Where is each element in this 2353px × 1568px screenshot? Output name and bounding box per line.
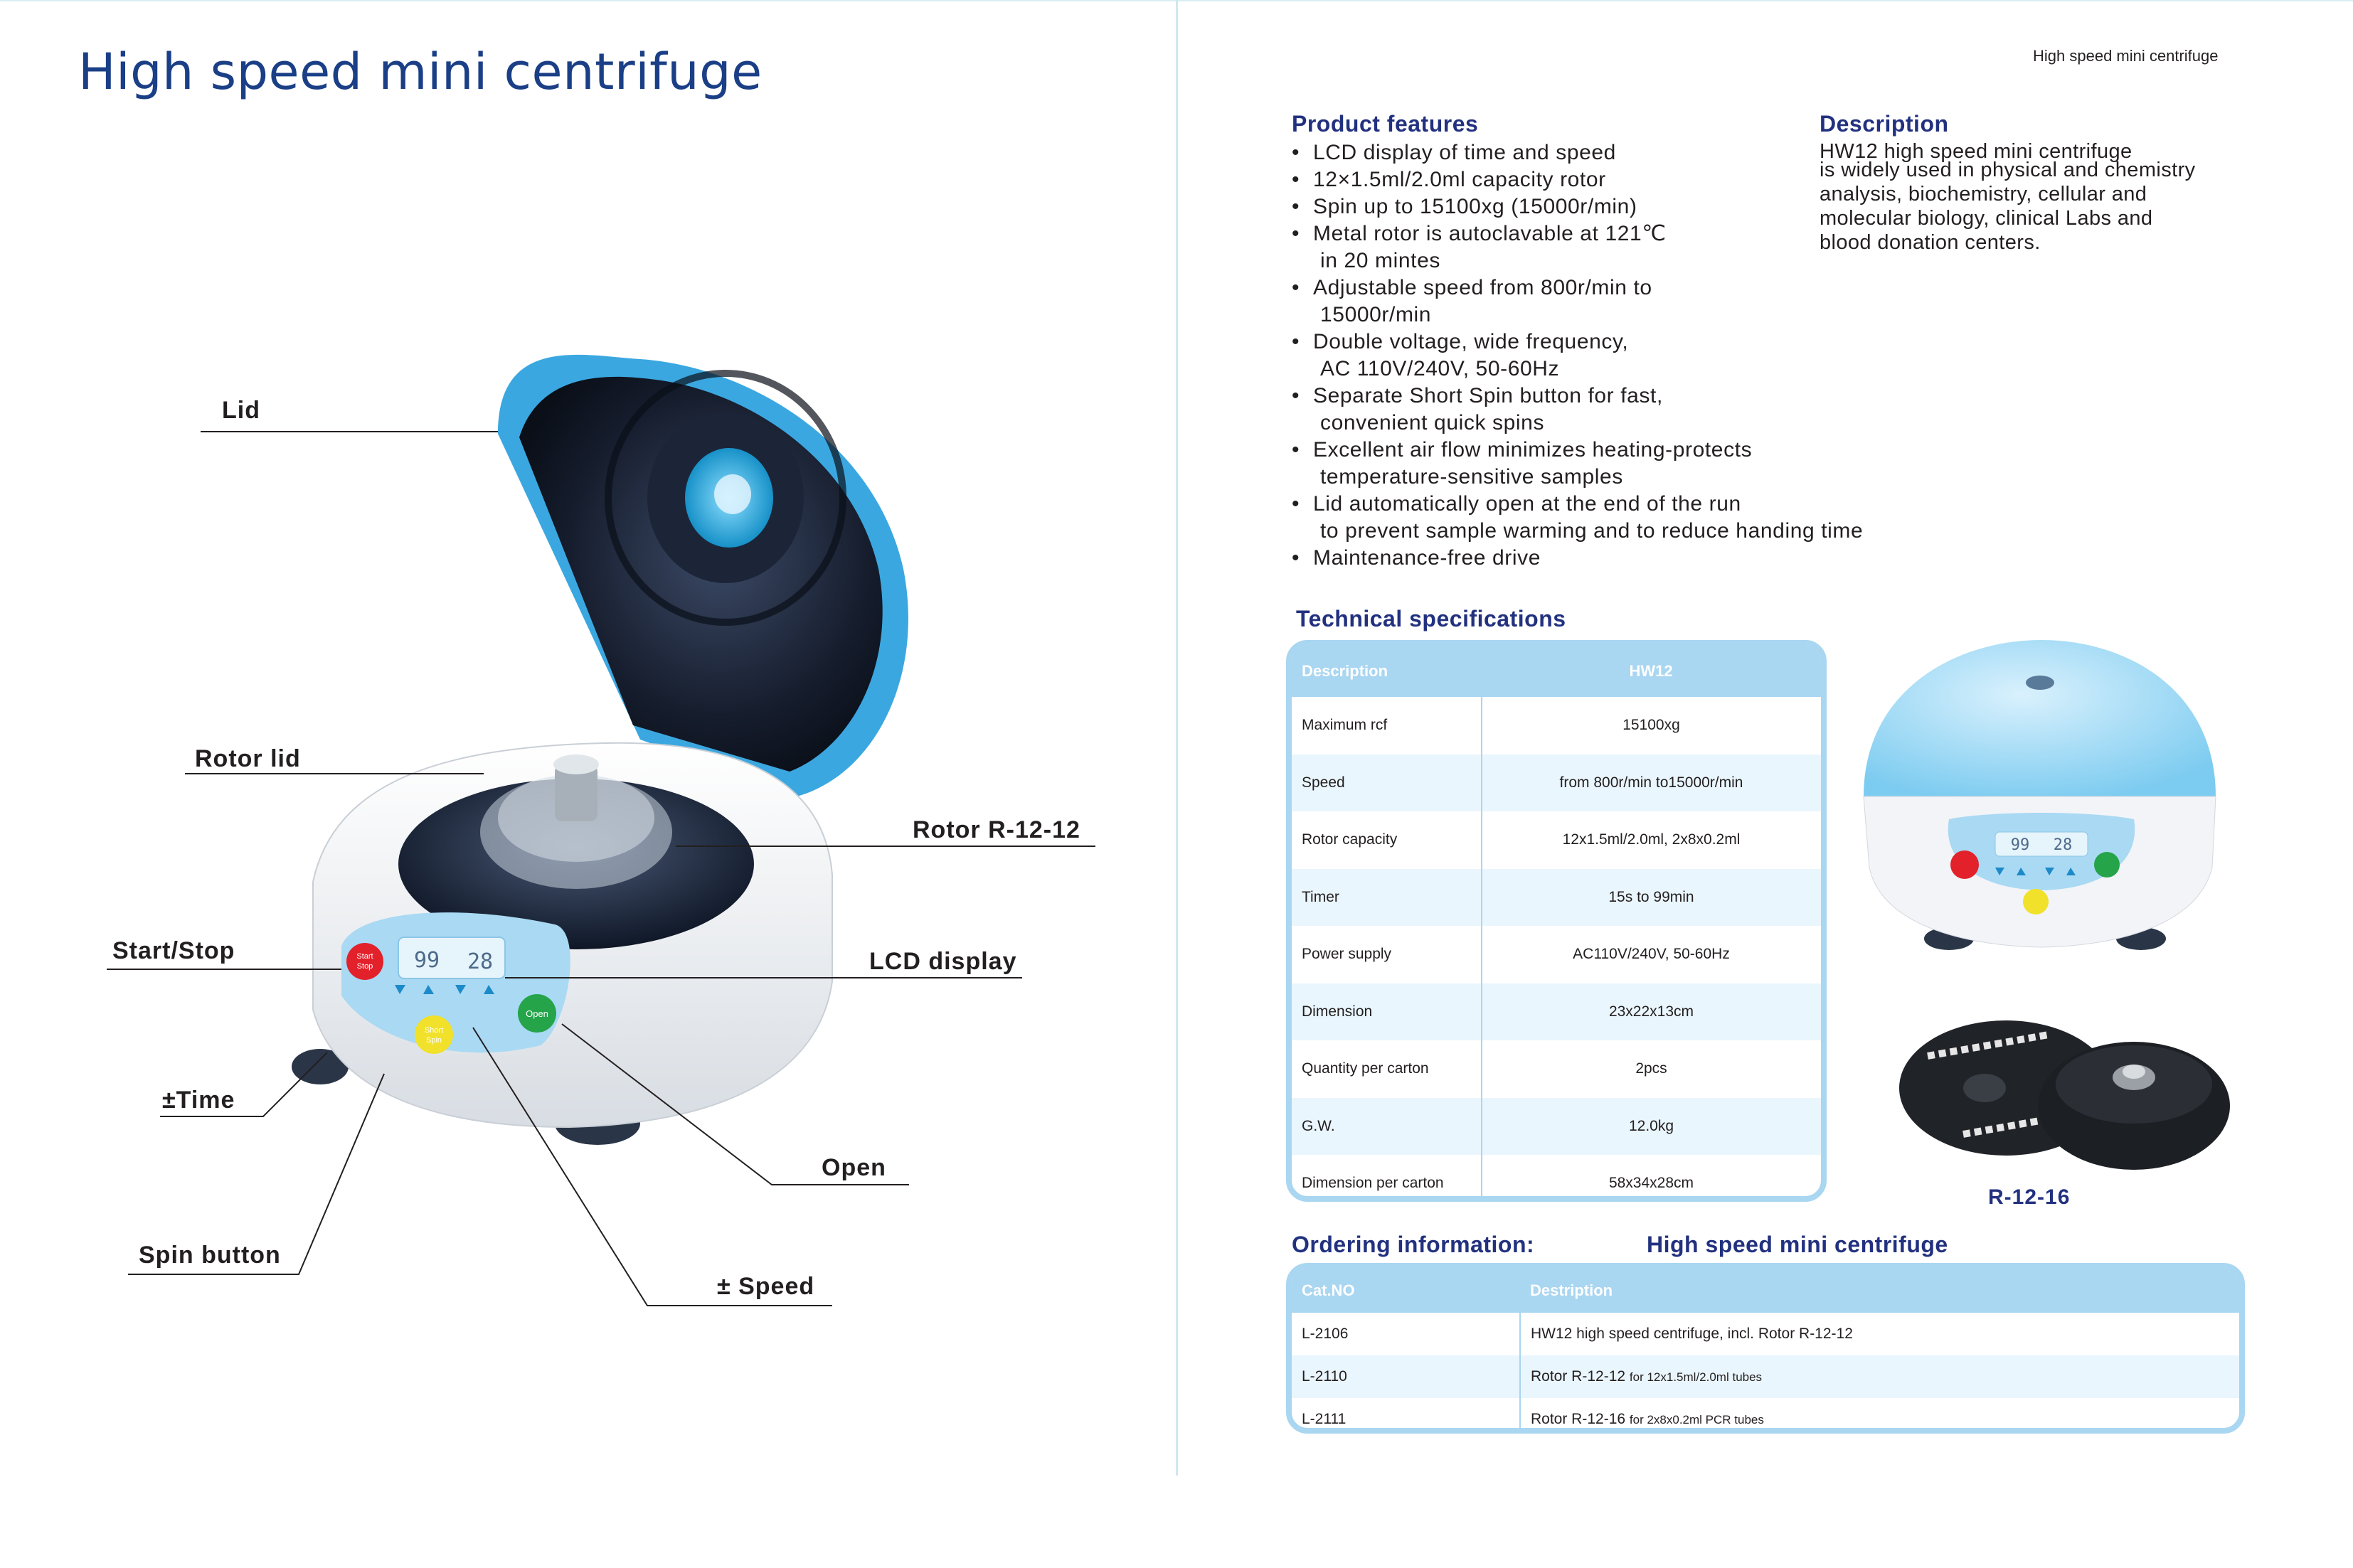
callout-rotor: Rotor R-12-12 xyxy=(913,816,1080,843)
centrifuge-product-photo xyxy=(1849,633,2234,960)
rotor-r-12-16-photo xyxy=(1899,1006,2234,1184)
feature-line: Excellent air flow minimizes heating-protects xyxy=(1313,438,1753,462)
specs-cell-value: 12.0kg xyxy=(1482,1098,1821,1156)
ordering-desc-note: for 2x8x0.2ml PCR tubes xyxy=(1629,1413,1764,1426)
callout-lid: Lid xyxy=(222,397,260,424)
specs-cell-parameter: Power supply xyxy=(1292,926,1482,983)
specs-cell-value: 58x34x28cm xyxy=(1608,1175,1694,1192)
svg-text:99: 99 xyxy=(2010,836,2030,854)
ordering-row xyxy=(1292,1313,2239,1355)
svg-text:99: 99 xyxy=(413,948,440,973)
feature-line-continued: temperature-sensitive samples xyxy=(1320,465,1623,489)
svg-text:28: 28 xyxy=(2053,836,2073,854)
callout-spin-button: Spin button xyxy=(139,1242,281,1269)
specs-row xyxy=(1292,1155,1821,1202)
callout-lcd-display: LCD display xyxy=(869,948,1017,975)
specs-cell-value: from 800r/min to15000r/min xyxy=(1482,754,1821,812)
ordering-desc-text: Rotor R-12-16 xyxy=(1531,1411,1626,1427)
specs-cell-parameter: Rotor capacity xyxy=(1292,811,1482,869)
callout-time: ±Time xyxy=(162,1087,235,1114)
specs-row xyxy=(1292,811,1821,869)
ordering-cell-cat: L-2111 xyxy=(1292,1398,1520,1434)
ordering-cell-description xyxy=(1520,1355,2239,1398)
description-line: blood donation centers. xyxy=(1820,231,2041,254)
ordering-cell-description xyxy=(1520,1398,2239,1434)
feature-item xyxy=(1292,383,1932,437)
specs-row xyxy=(1292,983,1821,1041)
ordering-row xyxy=(1292,1398,2239,1434)
svg-text:Open: Open xyxy=(526,1008,548,1019)
feature-line-continued: to prevent sample warming and to reduce handing time xyxy=(1320,519,1864,543)
ordering-desc-note: for 12x1.5ml/2.0ml tubes xyxy=(1629,1370,1763,1384)
ordering-desc-text: Rotor R-12-12 xyxy=(1531,1368,1626,1385)
callout-start-stop: Start/Stop xyxy=(112,937,235,964)
feature-item xyxy=(1292,491,1932,545)
specs-col-model: HW12 xyxy=(1482,646,1821,697)
specs-cell-parameter: Quantity per carton xyxy=(1292,1040,1482,1098)
specs-cell-value: AC110V/240V, 50-60Hz xyxy=(1573,946,1730,963)
specs-col-description: Description xyxy=(1292,646,1482,697)
specs-row xyxy=(1292,1098,1821,1156)
description-line: molecular biology, clinical Labs and xyxy=(1820,207,2153,230)
specs-cell-parameter: G.W. xyxy=(1292,1098,1482,1156)
feature-line: 12×1.5ml/2.0ml capacity rotor xyxy=(1313,168,1606,191)
ordering-subheading: High speed mini centrifuge xyxy=(1647,1232,1948,1257)
specs-cell-parameter: Speed xyxy=(1292,754,1482,812)
specs-cell-value: 15100xg xyxy=(1622,717,1680,734)
specs-row xyxy=(1292,869,1821,927)
features-heading: Product features xyxy=(1292,111,1479,137)
ordering-row xyxy=(1292,1355,2239,1398)
callout-open: Open xyxy=(822,1154,886,1181)
specs-cell-value: 15s to 99min xyxy=(1482,869,1821,927)
specs-row xyxy=(1292,754,1821,812)
callout-rotor-lid: Rotor lid xyxy=(195,745,301,772)
ordering-desc-text: HW12 high speed centrifuge, incl. Rotor R-12-12 xyxy=(1531,1326,1853,1342)
centrifuge-illustration xyxy=(0,0,1174,1422)
specs-row xyxy=(1292,926,1821,983)
specs-cell-parameter: Dimension xyxy=(1292,983,1482,1041)
lid-shell xyxy=(498,355,908,796)
specs-row xyxy=(1292,697,1821,754)
feature-item xyxy=(1292,545,1932,572)
feature-line-continued: AC 110V/240V, 50-60Hz xyxy=(1320,357,1560,380)
feature-line: Maintenance-free drive xyxy=(1313,546,1541,570)
svg-text:Spin: Spin xyxy=(425,1036,442,1045)
ordering-cell-cat: L-2106 xyxy=(1292,1313,1520,1355)
callout-speed: ± Speed xyxy=(717,1273,815,1300)
specs-row xyxy=(1292,1040,1821,1098)
ordering-cell-description xyxy=(1520,1313,2239,1355)
description-line: is widely used in physical and chemistry xyxy=(1820,159,2196,181)
ordering-col-cat: Cat.NO xyxy=(1292,1269,1520,1313)
feature-line: Lid automatically open at the end of the run xyxy=(1313,492,1741,516)
page-fold-divider xyxy=(1176,0,1178,1476)
specs-heading: Technical specifications xyxy=(1296,606,1566,631)
feature-line: Double voltage, wide frequency, xyxy=(1313,330,1629,353)
specs-cell-parameter: Dimension per carton xyxy=(1292,1155,1482,1202)
ordering-heading: Ordering information: xyxy=(1292,1232,1535,1257)
svg-text:28: 28 xyxy=(467,949,494,974)
feature-line-continued: convenient quick spins xyxy=(1320,411,1545,434)
running-header: High speed mini centrifuge xyxy=(2033,47,2219,65)
ordering-cell-cat: L-2110 xyxy=(1292,1355,1520,1398)
page-title: High speed mini centrifuge xyxy=(78,43,763,101)
description-body xyxy=(1820,139,2261,255)
specs-table xyxy=(1286,640,1827,1202)
feature-line: LCD display of time and speed xyxy=(1313,141,1616,164)
feature-line: Spin up to 15100xg (15000r/min) xyxy=(1313,195,1637,218)
specs-cell-value: 2pcs xyxy=(1635,1060,1667,1077)
specs-cell-value: 12x1.5ml/2.0ml, 2x8x0.2ml xyxy=(1562,831,1741,848)
specs-cell-parameter: Maximum rcf xyxy=(1292,697,1482,754)
feature-line: Separate Short Spin button for fast, xyxy=(1313,384,1663,407)
description-line: analysis, biochemistry, cellular and xyxy=(1820,183,2147,206)
ordering-table xyxy=(1286,1263,2245,1434)
feature-item xyxy=(1292,437,1932,491)
start-stop-button-label: Start xyxy=(356,952,373,961)
specs-cell-value: 23x22x13cm xyxy=(1482,983,1821,1041)
svg-text:Stop: Stop xyxy=(356,962,373,971)
feature-line: Adjustable speed from 800r/min to xyxy=(1313,276,1652,299)
specs-cell-parameter: Timer xyxy=(1292,869,1482,927)
feature-line: Metal rotor is autoclavable at 121℃ xyxy=(1313,222,1667,245)
feature-line-continued: in 20 mintes xyxy=(1320,249,1440,272)
ordering-col-description: Destription xyxy=(1520,1269,2239,1313)
rotor-caption: R-12-16 xyxy=(1988,1185,2071,1209)
feature-line-continued: 15000r/min xyxy=(1320,303,1432,326)
description-line: HW12 high speed mini centrifuge xyxy=(1820,140,2132,163)
feature-item xyxy=(1292,329,1932,383)
description-heading: Description xyxy=(1820,111,1949,137)
feature-item xyxy=(1292,274,1932,329)
svg-text:Short: Short xyxy=(424,1026,444,1035)
